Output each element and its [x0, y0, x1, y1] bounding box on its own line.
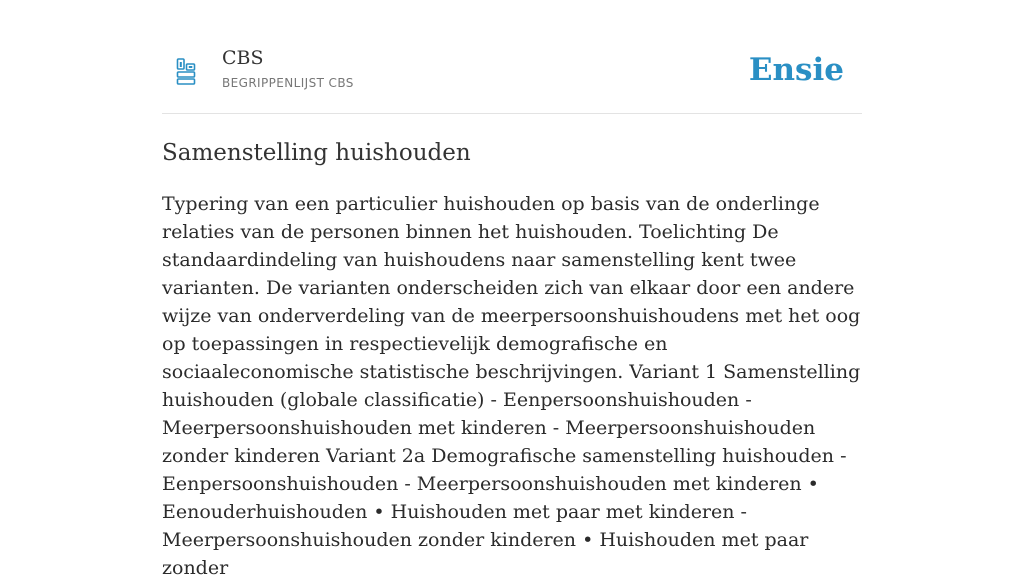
- term-definition: Typering van een particulier huishouden op basis van de onderlinge relaties van de personen binnen het huishouden. Toelichting De standaardindeling van huishoudens naar samenstelling kent twee varianten. De varianten onderscheiden zich van elkaar door een andere wijze van onderverdeling van de meerpersoonshuishoudens met het oog op toepassingen in respectievelijk demografische en sociaaleconomische statistische beschrijvingen. Variant 1 Samenstelling huishouden (globale classificatie) - Eenpersoonshuishouden - Meerpersoonshuishouden met kinderen - Meerpersoonshuishouden zonder kinderen Variant 2a Demografische samenstelling huishouden - Eenpersoonshuishouden - Meerpersoonshuishouden met kinderen • Eenouderhuishouden • Huishouden met paar met kinderen - Meerpersoonshuishouden zonder kinderen • Huishouden met paar zonder: [162, 193, 861, 579]
- org-subtitle: BEGRIPPENLIJST CBS: [222, 76, 354, 90]
- page: [162, 0, 862, 579]
- term-title: Samenstelling huishouden: [162, 140, 471, 166]
- header: [162, 0, 862, 114]
- brand-logo[interactable]: Ensie: [748, 52, 844, 88]
- org-name[interactable]: CBS: [222, 47, 264, 69]
- cbs-logo-icon[interactable]: [176, 57, 196, 85]
